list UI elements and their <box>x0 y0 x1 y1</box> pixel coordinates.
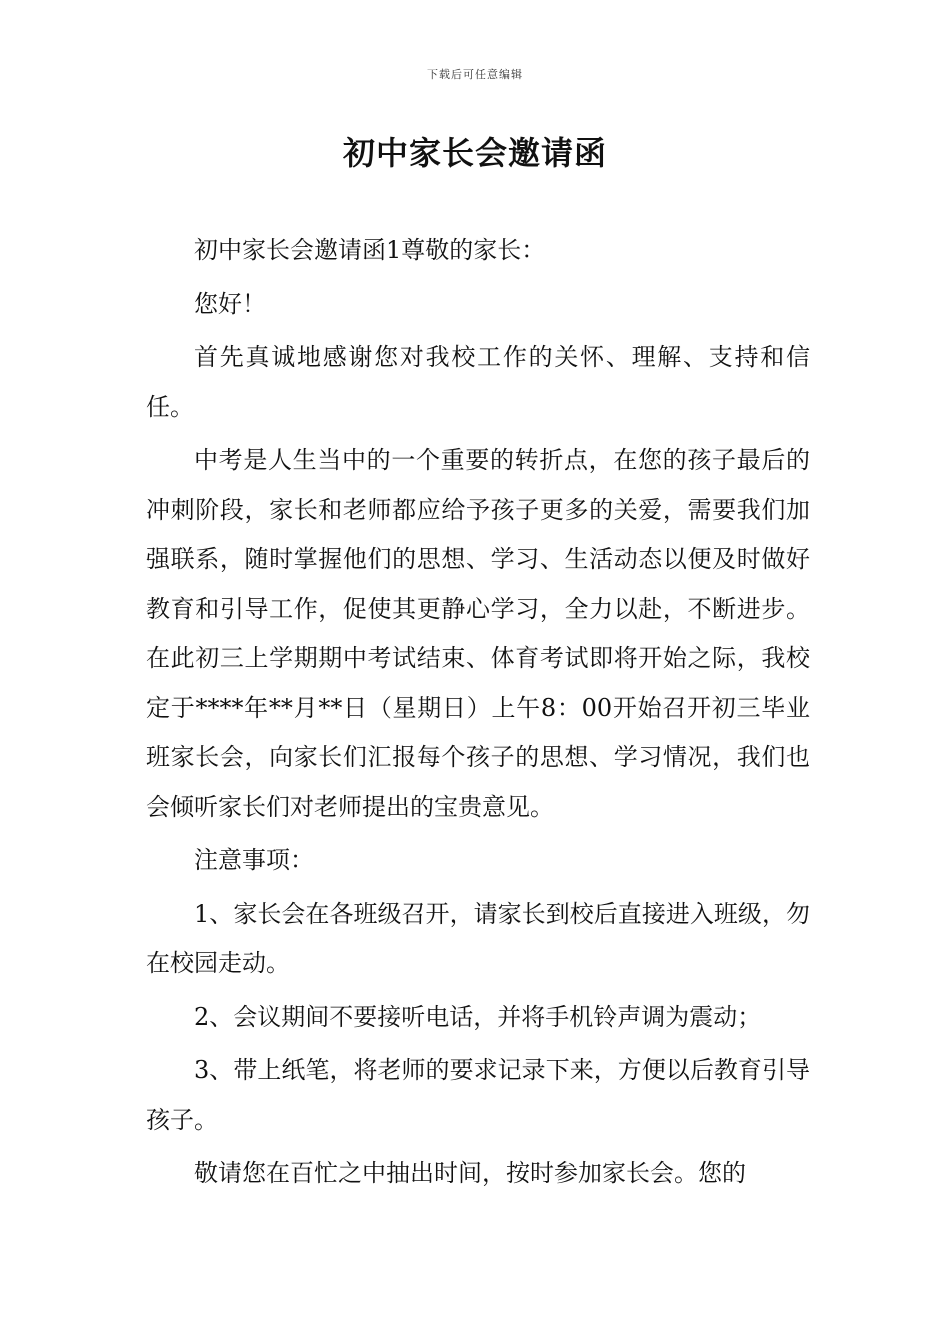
main-paragraph: 中考是人生当中的一个重要的转折点，在您的孩子最后的冲刺阶段，家长和老师都应给予孩子更多的关爱，需要我们加强联系，随时掌握他们的思想、学习、生活动态以便及时做好教育和引导工作，促使其更静心学习，全力以赴，不断进步。在此初三上学期期中考试结束、体育考试即将开始之际，我校定于****年**月**日（星期日）上午8：00开始召开初三毕业班家长会，向家长们汇报每个孩子的思想、学习情况，我们也会倾听家长们对老师提出的宝贵意见。 <box>146 446 810 821</box>
thanks-paragraph: 首先真诚地感谢您对我校工作的关怀、理解、支持和信任。 <box>146 343 810 421</box>
notes-heading: 注意事项： <box>194 846 314 874</box>
note-item-2: 2、会议期间不要接听电话，并将手机铃声调为震动； <box>194 1002 762 1031</box>
closing-paragraph: 敬请您在百忙之中抽出时间，按时参加家长会。您的 <box>194 1159 746 1187</box>
greeting-paragraph: 您好！ <box>194 289 266 318</box>
document-body <box>146 226 810 1199</box>
note-item-1: 1、家长会在各班级召开，请家长到校后直接进入班级，勿在校园走动。 <box>146 899 810 977</box>
header-note: 下载后可任意编辑 <box>427 68 523 81</box>
note-item-3: 3、带上纸笔，将老师的要求记录下来，方便以后教育引导孩子。 <box>146 1056 810 1134</box>
salutation-paragraph: 初中家长会邀请函1尊敬的家长： <box>194 236 546 264</box>
document-title: 初中家长会邀请函 <box>342 134 607 172</box>
